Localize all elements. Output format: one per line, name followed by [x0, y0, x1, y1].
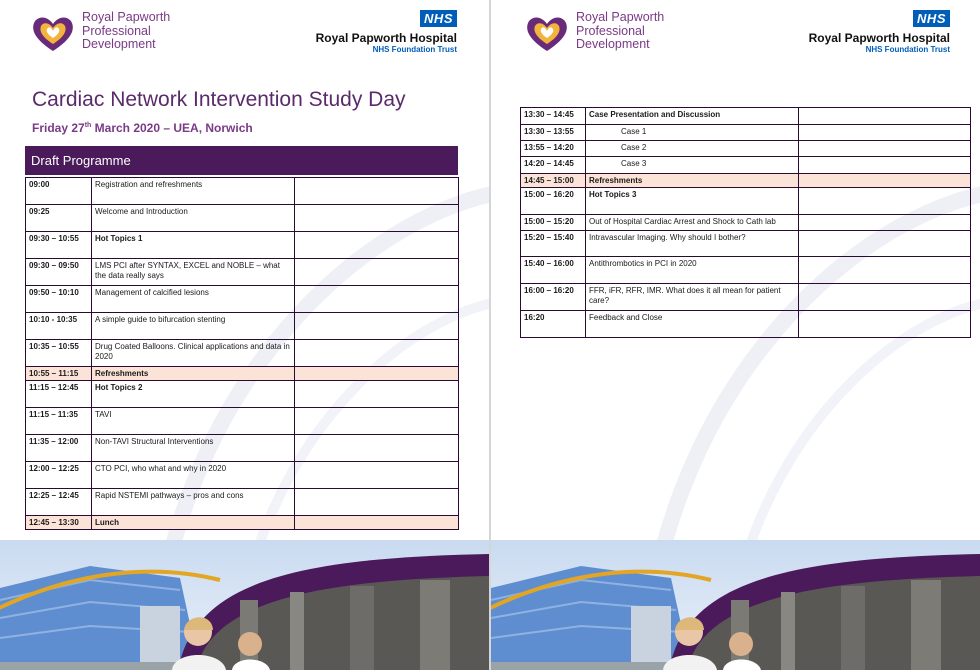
session-time: 12:25 – 12:45 [26, 489, 92, 516]
programme-row [26, 367, 459, 381]
session-time: 10:10 - 10:35 [26, 313, 92, 340]
programme-row [521, 231, 971, 257]
session-time: 13:30 – 13:55 [521, 125, 586, 141]
programme-row [26, 178, 459, 205]
session-time: 09:50 – 10:10 [26, 286, 92, 313]
logo-line-1: Royal Papworth [576, 10, 665, 24]
session-notes-cell [799, 215, 971, 231]
nhs-logo [800, 10, 950, 54]
session-notes-cell [799, 311, 971, 338]
programme-row [521, 284, 971, 311]
heart-logo-icon [30, 13, 76, 53]
session-title: Antithrombotics in PCI in 2020 [586, 257, 799, 284]
session-time: 11:15 – 12:45 [26, 381, 92, 408]
hospital-photo-banner [0, 540, 489, 670]
event-date-location [32, 121, 253, 135]
logo-line-2: Professional [82, 23, 151, 38]
page-right [491, 0, 980, 670]
programme-row [521, 215, 971, 231]
logo-text [576, 11, 664, 52]
programme-row [26, 286, 459, 313]
page-left [0, 0, 489, 670]
programme-row [26, 313, 459, 340]
session-title: Hot Topics 2 [92, 381, 295, 408]
programme-table-right [520, 107, 971, 338]
location-text: March 2020 – UEA, Norwich [91, 121, 253, 135]
session-notes-cell [799, 284, 971, 311]
programme-row [26, 205, 459, 232]
programme-table-left [25, 177, 459, 530]
papworth-logo [30, 11, 190, 55]
session-notes-cell [799, 157, 971, 174]
session-title: Drug Coated Balloons. Clinical applications and data in 2020 [92, 340, 295, 367]
logo-line-3: Development [576, 37, 650, 51]
logo-line-1: Royal Papworth [82, 10, 171, 24]
nhs-badge: NHS [420, 10, 457, 27]
page-title: Cardiac Network Intervention Study Day [32, 88, 406, 111]
session-title: Hot Topics 1 [92, 232, 295, 259]
session-time: 14:45 – 15:00 [521, 174, 586, 188]
trust-subtitle: NHS Foundation Trust [372, 45, 457, 54]
session-title: Case 1 [586, 125, 799, 141]
session-time: 10:55 – 11:15 [26, 367, 92, 381]
programme-row [26, 232, 459, 259]
session-title: Case 2 [586, 141, 799, 157]
session-title: Non-TAVI Structural Interventions [92, 435, 295, 462]
logo-line-2: Professional [576, 23, 645, 38]
programme-row [521, 188, 971, 215]
session-title: Refreshments [586, 174, 799, 188]
session-title: CTO PCI, who what and why in 2020 [92, 462, 295, 489]
programme-row [521, 108, 971, 125]
date-text: Friday 27 [32, 121, 85, 135]
session-notes-cell [799, 231, 971, 257]
programme-row [26, 340, 459, 367]
session-notes-cell [295, 259, 459, 286]
session-title: FFR, iFR, RFR, IMR. What does it all mean for patient care? [586, 284, 799, 311]
session-time: 15:20 – 15:40 [521, 231, 586, 257]
session-notes-cell [295, 381, 459, 408]
session-time: 15:00 – 16:20 [521, 188, 586, 215]
trust-name: Royal Papworth Hospital [315, 31, 457, 45]
programme-row [26, 381, 459, 408]
session-time: 11:35 – 12:00 [26, 435, 92, 462]
session-notes-cell [295, 516, 459, 530]
session-notes-cell [295, 205, 459, 232]
programme-row [521, 125, 971, 141]
programme-banner: Draft Programme [25, 146, 458, 175]
programme-row [26, 435, 459, 462]
session-time: 13:30 – 14:45 [521, 108, 586, 125]
session-time: 09:00 [26, 178, 92, 205]
session-title: Welcome and Introduction [92, 205, 295, 232]
session-title: Refreshments [92, 367, 295, 381]
session-time: 09:30 – 10:55 [26, 232, 92, 259]
session-title: Rapid NSTEMI pathways – pros and cons [92, 489, 295, 516]
session-notes-cell [295, 340, 459, 367]
session-time: 09:30 – 09:50 [26, 259, 92, 286]
programme-row [521, 157, 971, 174]
logo-text [82, 11, 170, 52]
papworth-logo [524, 11, 684, 55]
session-title: Feedback and Close [586, 311, 799, 338]
nhs-logo [307, 10, 457, 54]
session-time: 12:45 – 13:30 [26, 516, 92, 530]
session-notes-cell [799, 257, 971, 284]
session-notes-cell [295, 408, 459, 435]
session-time: 14:20 – 14:45 [521, 157, 586, 174]
session-time: 15:40 – 16:00 [521, 257, 586, 284]
session-title: Management of calcified lesions [92, 286, 295, 313]
session-notes-cell [799, 108, 971, 125]
programme-row [521, 311, 971, 338]
session-notes-cell [799, 174, 971, 188]
programme-row [26, 462, 459, 489]
session-title: A simple guide to bifurcation stenting [92, 313, 295, 340]
session-time: 10:35 – 10:55 [26, 340, 92, 367]
programme-row [26, 408, 459, 435]
session-title: Registration and refreshments [92, 178, 295, 205]
trust-subtitle: NHS Foundation Trust [865, 45, 950, 54]
session-title: Case 3 [586, 157, 799, 174]
logo-line-3: Development [82, 37, 156, 51]
session-title: Intravascular Imaging. Why should I bother? [586, 231, 799, 257]
session-time: 12:00 – 12:25 [26, 462, 92, 489]
programme-row [26, 259, 459, 286]
session-notes-cell [799, 188, 971, 215]
session-title: Hot Topics 3 [586, 188, 799, 215]
date-suffix: th [84, 122, 92, 129]
programme-row [26, 516, 459, 530]
programme-row [521, 257, 971, 284]
session-time: 09:25 [26, 205, 92, 232]
session-notes-cell [295, 367, 459, 381]
session-notes-cell [295, 286, 459, 313]
trust-name: Royal Papworth Hospital [808, 31, 950, 45]
session-notes-cell [295, 462, 459, 489]
session-time: 16:00 – 16:20 [521, 284, 586, 311]
session-notes-cell [799, 125, 971, 141]
session-title: Lunch [92, 516, 295, 530]
session-title: Case Presentation and Discussion [586, 108, 799, 125]
session-title: Out of Hospital Cardiac Arrest and Shock to Cath lab [586, 215, 799, 231]
programme-row [26, 489, 459, 516]
nhs-badge: NHS [913, 10, 950, 27]
session-time: 16:20 [521, 311, 586, 338]
session-notes-cell [295, 232, 459, 259]
programme-row [521, 141, 971, 157]
session-notes-cell [295, 178, 459, 205]
session-notes-cell [295, 313, 459, 340]
session-time: 11:15 – 11:35 [26, 408, 92, 435]
programme-row [521, 174, 971, 188]
session-notes-cell [295, 435, 459, 462]
heart-logo-icon [524, 13, 570, 53]
session-time: 13:55 – 14:20 [521, 141, 586, 157]
session-notes-cell [799, 141, 971, 157]
session-time: 15:00 – 15:20 [521, 215, 586, 231]
session-title: TAVI [92, 408, 295, 435]
hospital-photo-banner [491, 540, 980, 670]
session-title: LMS PCI after SYNTAX, EXCEL and NOBLE – what the data really says [92, 259, 295, 286]
session-notes-cell [295, 489, 459, 516]
